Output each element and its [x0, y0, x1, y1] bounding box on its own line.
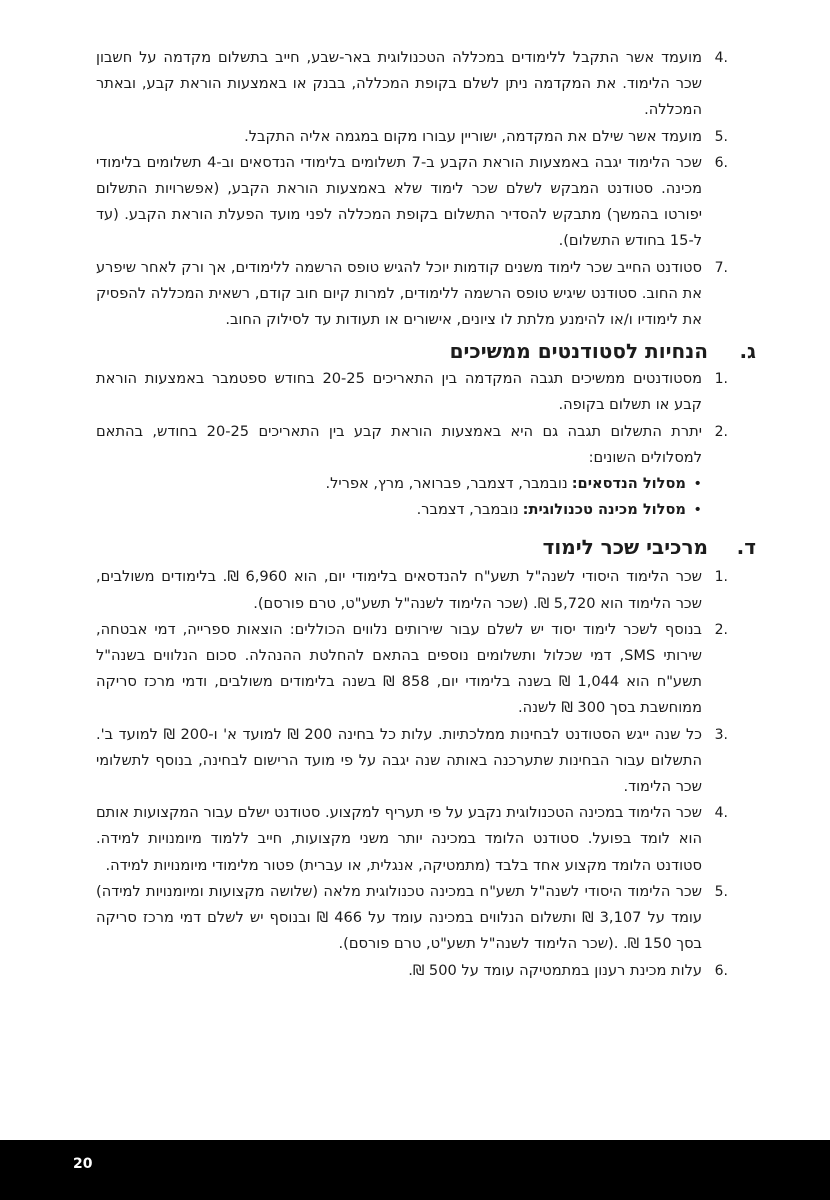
item-text: שכר הלימוד במכינה הטכנולוגית נקבע על פי תעריף למקצוע. סטודנט ישלם עבור המקצועות אותם הוא לומד בפועל. סטודנט הלומד במכינה יותר משני מקצועות, חייב ללמוד מיומנויות למידה. סטודנט הלומד מקצוע אחד בלבד (מתמטיקה, אנגלית, או עברית) פטור מלימודי מיומנויות למידה. — [96, 804, 702, 874]
list-item — [96, 124, 728, 150]
list-item — [96, 150, 728, 255]
section-letter: ד. — [736, 535, 756, 560]
item-number: 5. — [714, 128, 728, 145]
section-title: הנחיות לסטודנטים ממשיכים — [449, 339, 708, 364]
bullet-text: נובמבר, דצמבר. — [416, 501, 519, 519]
item-text: שכר הלימוד היסודי לשנה"ל תשע"ח במכינה טכנולוגית מלאה (שלושה מקצועות ומיומנויות למידה) עומד על 3,107 ₪ ותשלום הנלווים במכינה עומד על 466 ₪ ובנוסף יש לשלם דמי מרכז סריקה בסך 150 ₪. .(שכר הלימוד לשנה"ל תשע"ט, טרם פורסם). — [96, 882, 703, 953]
page-footer — [0, 1140, 830, 1200]
section-b-continued-list — [96, 45, 728, 333]
item-text: סטודנט החייב שכר לימוד משנים קודמות יוכל להגיש טופס הרשמה ללימודים, אך ורק לאחר שיפרע את החוב. סטודנט שיגיש טופס הרשמה ללימודים, למרות קיום חוב קודם, רשאית המכללה להפסיק את לימודיו ו/או להימנע מלתת לו ציונים, אישורים או תעודות עד לסילוק החוב. — [96, 258, 702, 329]
item-text: מועמד אשר התקבל ללימודים במכללה הטכנולוגית באר-שבע, חייב בתשלום מקדמה על חשבון שכר הלימוד. את המקדמה ניתן לשלם בקופת המכללה, בבנק או באמצעות הוראת קבע, ובאתר המכללה. — [96, 49, 702, 119]
bullet-item — [96, 497, 728, 523]
list-item — [96, 366, 728, 418]
item-number: 2. — [714, 621, 728, 638]
section-d-heading — [96, 532, 756, 562]
bullet-label: מסלול מכינה טכנולוגית: — [522, 501, 686, 519]
list-item — [96, 879, 728, 958]
list-item — [96, 617, 728, 722]
item-number: 7. — [714, 259, 728, 276]
list-item — [96, 958, 728, 984]
list-item — [96, 255, 728, 334]
item-text: יתרת התשלום תגבה גם היא באמצעות הוראת קבע בין התאריכים 20-25 בחודש, בהתאם למסלולים השונים: — [96, 422, 702, 466]
page-number: 20 — [73, 1156, 93, 1172]
page-content — [96, 45, 756, 984]
section-g-list — [96, 366, 728, 471]
list-item — [96, 722, 728, 801]
item-text: שכר הלימוד היסודי לשנה"ל תשע"ח להנדסאים בלימודי יום, הוא 6,960 ₪. בלימודים משולבים, שכר הלימוד הוא 5,720 ₪. (שכר הלימוד לשנה"ל תשע"ט, טרם פורסם). — [96, 568, 703, 612]
list-item — [96, 419, 728, 471]
section-title: מרכיבי שכר לימוד — [542, 535, 708, 560]
section-letter: ג. — [739, 339, 756, 364]
list-item — [96, 800, 728, 879]
item-number: 6. — [714, 154, 728, 171]
item-number: 6. — [714, 962, 728, 979]
track-bullet-list — [96, 471, 728, 523]
list-item — [96, 564, 728, 616]
item-text: בנוסף לשכר לימוד יסוד יש לשלם עבור שירותים נלווים הכוללים: הוצאות ספרייה, דמי אבטחה, שירותי SMS, דמי שכלול ותשלומים נוספים בהתאם להחלטת ההנהלה. סכום הנלווים בשנה"ל תשע"ח הוא 1,044 ₪ בשנה בלימודי יום, 858 ₪ בשנה בלימודים משולבים, ודמי מרכז סריקה ממוחשבת בסך 300 ₪ לשנה. — [96, 620, 703, 717]
bullet-text: נובמבר, דצמבר, פברואר, מרץ, אפריל. — [325, 475, 568, 493]
item-text: כל שנה ייגש הסטודנט לבחינות ממלכתיות. עלות כל בחינה 200 ₪ למועד א' ו-200 ₪ למועד ב'. התשלום עבור הבחינות שתערכנה באותה שנה יגבה על פי מועד הרישום לבחינה, בנוסף לתשלומי שכר הלימוד. — [96, 725, 703, 796]
item-number: 4. — [714, 805, 728, 822]
bullet-label: מסלול הנדסאים: — [571, 475, 686, 493]
item-text: שכר הלימוד יגבה באמצעות הוראת הקבע ב-7 תשלומים בלימודי הנדסאים וב-4 תשלומים בלימודי מכינה. סטודנט המבקש לשלם שכר לימוד שלא באמצעות הוראת הקבע, (אפשרויות התשלום יפורטו בהמשך) מתבקש להסדיר התשלום בקופת המכללה לפני מועד הפעלת הוראת הקבע. (עד ל-15 בחודש התשלום). — [96, 153, 702, 250]
item-number: 2. — [714, 423, 728, 440]
item-text: מסטודנטים ממשיכים תגבה המקדמה בין התאריכים 20-25 בחודש ספטמבר באמצעות הוראת קבע או תשלום בקופה. — [96, 370, 702, 414]
bullet-item — [96, 471, 728, 497]
item-number: 4. — [714, 50, 728, 66]
bullet-dot-icon: • — [693, 501, 702, 519]
bullet-dot-icon: • — [693, 475, 702, 493]
item-number: 3. — [714, 726, 728, 743]
section-d-list — [96, 564, 728, 983]
section-g-heading — [96, 336, 756, 366]
list-item — [96, 45, 728, 124]
item-number: 1. — [714, 569, 728, 586]
item-text: עלות מכינת רענון במתמטיקה עומד על 500 ₪. — [408, 961, 702, 979]
item-number: 5. — [714, 883, 728, 900]
item-number: 1. — [714, 371, 728, 388]
item-text: מועמד אשר שילם את המקדמה, ישוריין עבורו מקום במגמה אליה התקבל. — [244, 127, 702, 145]
